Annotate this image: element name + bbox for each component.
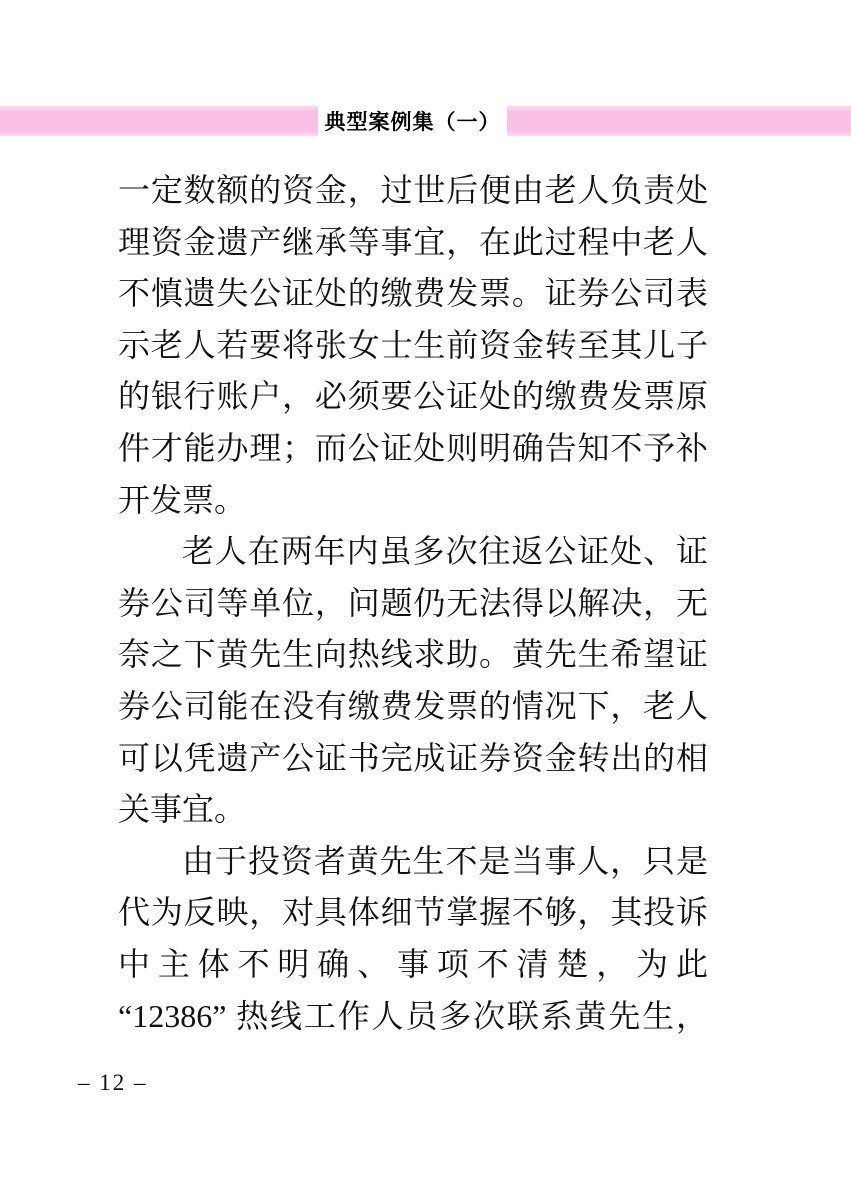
running-header bbox=[0, 106, 851, 136]
page-number: – 12 – bbox=[78, 1070, 148, 1095]
header-band-left bbox=[0, 106, 318, 136]
text-line: 一定数额的资金，过世后便由老人负责处 bbox=[118, 172, 708, 208]
text-line: 奈之下黄先生向热线求助。黄先生希望证 bbox=[118, 636, 708, 673]
body-text-block bbox=[118, 165, 708, 1042]
text-line: 不慎遗失公证处的缴费发票。证券公司表 bbox=[118, 275, 708, 312]
header-band-right bbox=[507, 106, 851, 136]
text-line: 可以凭遗产公证书完成证券资金转出的相 bbox=[118, 739, 708, 776]
text-line: 件才能办理；而公证处则明确告知不予补 bbox=[118, 429, 708, 466]
text-line: 由于投资者黄先生不是当事人，只是 bbox=[182, 842, 708, 879]
text-line: 示老人若要将张女士生前资金转至其儿子 bbox=[118, 326, 708, 363]
text-line: 理资金遗产继承等事宜，在此过程中老人 bbox=[118, 223, 708, 260]
text-line: 开发票。 bbox=[118, 481, 247, 518]
text-line: 的银行账户，必须要公证处的缴费发票原 bbox=[118, 378, 708, 415]
text-line: 代为反映，对具体细节掌握不够，其投诉 bbox=[118, 894, 708, 931]
text-line: 中主体不明确、事项不清楚，为此 bbox=[118, 945, 708, 982]
header-title-gap bbox=[318, 106, 507, 136]
text-line: 券公司能在没有缴费发票的情况下，老人 bbox=[118, 687, 708, 724]
page-header-title: 典型案例集（一） bbox=[324, 111, 501, 134]
text-line: “12386” 热线工作人员多次联系黄先生， bbox=[118, 997, 708, 1034]
text-line: 老人在两年内虽多次往返公证处、证 bbox=[182, 533, 708, 570]
text-line: 券公司等单位，问题仍无法得以解决，无 bbox=[118, 584, 708, 621]
text-line: 关事宜。 bbox=[118, 791, 247, 828]
